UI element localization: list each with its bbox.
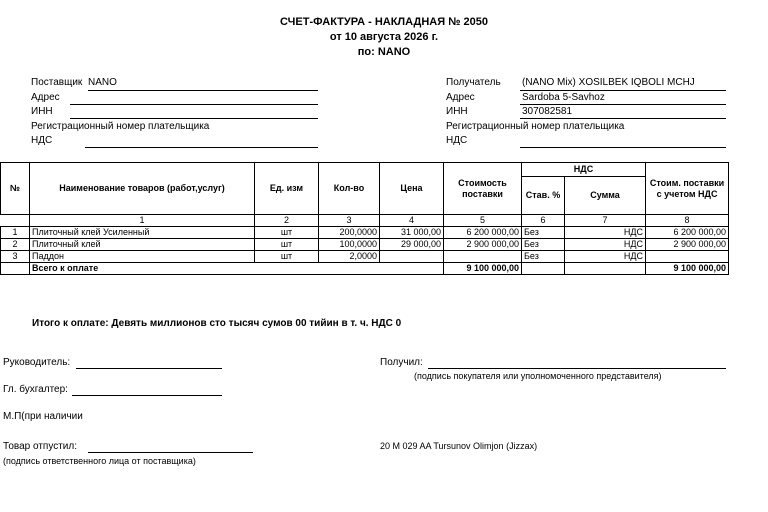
row-num: 1: [1, 227, 30, 239]
row-price: 31 000,00: [380, 227, 444, 239]
row-qty: 2,0000: [319, 251, 380, 263]
header-cost: Стоимость поставки: [444, 163, 522, 215]
col-number: 2: [255, 215, 319, 227]
row-num: 3: [1, 251, 30, 263]
col-number: 1: [30, 215, 255, 227]
recipient-label: Получатель: [446, 77, 501, 88]
recipient-inn: 307082581: [522, 106, 573, 117]
row-unit: шт: [255, 227, 319, 239]
invoice-po: по: NANO: [357, 46, 411, 58]
col-number: 7: [565, 215, 646, 227]
supplier-address-label: Адрес: [31, 92, 60, 103]
recipient-inn-label: ИНН: [446, 106, 468, 117]
header-unit: Ед. изм: [255, 163, 319, 215]
header-vat-sum: Сумма: [565, 177, 646, 215]
col-number: 6: [522, 215, 565, 227]
supplier-name: NANO: [88, 77, 117, 88]
row-total: [646, 251, 729, 263]
row-qty: 200,0000: [319, 227, 380, 239]
invoice-date: от 10 августа 2026 г.: [329, 31, 439, 43]
total-row: [1, 263, 729, 275]
row-name: Плиточный клей: [30, 239, 255, 251]
col-number: 4: [380, 215, 444, 227]
supplier-nds-label: НДС: [31, 135, 53, 146]
row-qty: 100,0000: [319, 239, 380, 251]
row-total: 2 900 000,00: [646, 239, 729, 251]
table-row: [1, 251, 729, 263]
recipient-name: (NANO Mix) XOSILBEK IQBOLI MCHJ: [522, 77, 695, 88]
supplier-nds-line: [85, 147, 318, 148]
header-vat-rate: Став. %: [522, 177, 565, 215]
row-vat-sum: НДС: [565, 227, 646, 239]
received-signature-line: [428, 368, 726, 369]
row-unit: шт: [255, 239, 319, 251]
row-name: Плиточный клей Усиленный: [30, 227, 255, 239]
total-with-vat: 9 100 000,00: [646, 263, 729, 275]
col-number: 5: [444, 215, 522, 227]
supplier-address-line: [70, 104, 318, 105]
invoice-title: СЧЕТ-ФАКТУРА - НАКЛАДНАЯ № 2050: [280, 16, 488, 28]
row-unit: шт: [255, 251, 319, 263]
row-vat-rate: Без: [522, 239, 565, 251]
accountant-signature-line: [72, 395, 222, 396]
total-cost: 9 100 000,00: [444, 263, 522, 275]
row-vat-sum: НДС: [565, 239, 646, 251]
recipient-nds-label: НДС: [446, 135, 468, 146]
supplier-inn-line: [70, 118, 318, 119]
table-row: [1, 227, 729, 239]
row-cost: [444, 251, 522, 263]
row-cost: 6 200 000,00: [444, 227, 522, 239]
header-qty: Кол-во: [319, 163, 380, 215]
col-number: 8: [646, 215, 729, 227]
supplier-name-line: [88, 90, 318, 91]
row-total: 6 200 000,00: [646, 227, 729, 239]
recipient-address: Sardoba 5-Savhoz: [522, 92, 605, 103]
recipient-reg-label: Регистрационный номер плательщика: [446, 121, 625, 132]
header-price: Цена: [380, 163, 444, 215]
total-label: Всего к оплате: [30, 263, 444, 275]
row-vat-sum: НДС: [565, 251, 646, 263]
supplier-reg-label: Регистрационный номер плательщика: [31, 121, 210, 132]
stamp-label: М.П(при наличии: [3, 411, 83, 422]
supplier-label: Поставщик: [31, 77, 83, 88]
driver-info: 20 M 029 AA Tursunov Olimjon (Jizzax): [380, 441, 538, 451]
header-num: №: [1, 163, 30, 215]
supplier-inn-label: ИНН: [31, 106, 53, 117]
released-note: (подпись ответственного лица от поставщика): [3, 456, 196, 466]
recipient-inn-line: [520, 118, 726, 119]
header-name: Наименование товаров (работ,услуг): [30, 163, 255, 215]
header-total: Стоим. поставки с учетом НДС: [646, 163, 729, 215]
head-signature-line: [76, 368, 222, 369]
recipient-name-line: [520, 90, 726, 91]
accountant-label: Гл. бухгалтер:: [3, 384, 68, 395]
row-cost: 2 900 000,00: [444, 239, 522, 251]
released-label: Товар отпустил:: [3, 441, 77, 452]
recipient-address-line: [520, 104, 726, 105]
head-label: Руководитель:: [3, 357, 71, 368]
row-price: [380, 251, 444, 263]
summary-text: Итого к оплате: Девять миллионов сто тысяч сумов 00 тийин в т. ч. НДС 0: [32, 318, 402, 329]
header-vat: НДС: [522, 163, 646, 177]
recipient-nds-line: [520, 147, 726, 148]
row-vat-rate: Без: [522, 251, 565, 263]
items-table: [0, 162, 729, 275]
row-name: Паддон: [30, 251, 255, 263]
row-vat-rate: Без: [522, 227, 565, 239]
recipient-address-label: Адрес: [446, 92, 475, 103]
col-number: 3: [319, 215, 380, 227]
row-price: 29 000,00: [380, 239, 444, 251]
table-row: [1, 239, 729, 251]
row-num: 2: [1, 239, 30, 251]
released-signature-line: [88, 452, 253, 453]
received-label: Получил:: [380, 357, 423, 368]
received-note: (подпись покупателя или уполномоченного представителя): [414, 371, 662, 381]
